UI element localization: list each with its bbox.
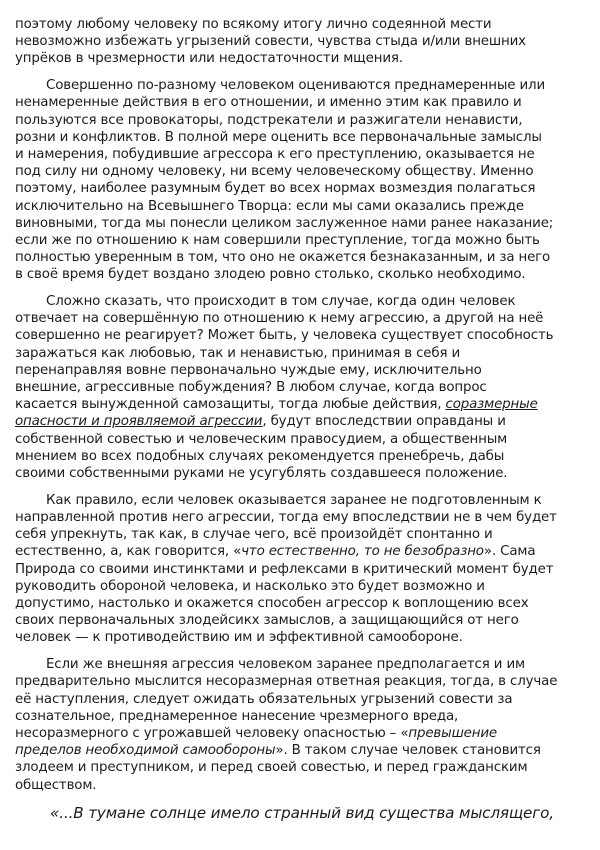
emphasized-link-text: опасности и проявляемой агрессии [15,414,263,430]
text-segment: поэтому любому человеку по всякому итогу лично содеянной мести [15,17,492,32]
italic-quote-text: пределов необходимой самообороны [15,743,276,759]
epigraph-open-quote: «... [50,804,74,823]
text-line [15,578,600,595]
text-segment: невозможно избежать угрызений совести, чувства стыда и/или внешних [15,34,526,50]
text-line [15,112,600,129]
text-segment: розни и конфликтов. В полной мере оценить все первоначальные замыслы [15,129,542,145]
paragraph [15,16,600,68]
text-segment: Сложно сказать, что происходит в том случае, когда один человек [46,294,516,310]
text-line [15,509,600,526]
text-segment: сознательное, преднамеренное нанесение чрезмерного вреда, [15,708,459,724]
text-line [15,310,600,327]
text-line [15,94,600,111]
text-segment: исключительно на Всевышнего Творца: если мы сами оказались прежде [15,198,524,214]
text-line [15,129,600,146]
paragraph [15,77,600,283]
text-segment: поэтому, наиболее разумным будет во всех нормах возмездия полагаться [15,181,536,197]
italic-quote-text: что естественно, то не безобразно [241,544,484,560]
text-line [15,543,600,560]
text-line [15,561,600,578]
text-segment: Как правило, если человек оказывается заранее не подготовленным к [46,492,542,508]
text-line [15,448,600,465]
text-segment: ». Сама [483,544,536,560]
text-line [15,77,600,94]
text-line [15,595,600,612]
text-line [15,708,600,725]
text-line [15,33,600,50]
text-line [15,396,600,413]
text-segment: под силу ни одному человеку, ни всему человеческому обществу. Именно [15,164,534,180]
text-line [15,777,600,794]
text-line [15,146,600,163]
text-line [15,413,600,430]
text-segment: , будут впоследствии оправданы и [262,414,506,430]
text-line [15,180,600,197]
text-segment: мнением во всех подобных случаях рекомендуется пренебречь, дабы [15,448,505,464]
paragraph [15,492,600,647]
paragraph [15,656,600,794]
text-segment: внешние, агрессивные побуждения? В любом случае, когда вопрос [15,380,487,396]
text-segment: заражаться как любовью, так и ненавистью, принимая в себя и [15,345,461,361]
text-line [15,526,600,543]
text-line [15,362,600,379]
text-line [15,293,600,310]
text-line [15,759,600,776]
text-segment: и намерения, побудившие агрессора к его преступлению, оказывается не [15,146,535,162]
text-line [15,431,600,448]
paragraph [15,293,600,482]
text-line [15,16,600,33]
text-segment: в своё время будет воздано злодею ровно столько, сколько необходимо. [15,267,526,283]
text-segment: если же по отношению к нам совершили преступление, тогда можно быть [15,232,540,248]
text-segment: Если же внешняя агрессия человеком заранее предполагается и им [46,657,525,673]
text-segment: несоразмерного с угрожавшей человеку опасностью – « [15,725,409,741]
text-segment: Совершенно по-разному человеком оцениваются преднамеренные или [46,78,546,94]
text-line [15,249,600,266]
text-line [15,345,600,362]
text-segment: виновными, тогда мы понесли целиком заслуженное нами ранее наказание; [15,215,554,231]
epigraph-quote [15,803,600,823]
text-line [15,327,600,344]
text-segment: полностью уверенным в том, что оно не окажется безнаказанным, и за него [15,250,551,266]
text-line [15,673,600,690]
epigraph-text: В тумане солнце имело странный вид существа мыслящего, [73,804,554,823]
text-line [15,215,600,232]
text-line [15,266,600,283]
text-segment: отвечает на совершённую по отношению к нему агрессию, а другой на неё [15,311,544,327]
text-line [15,725,600,742]
text-line [15,232,600,249]
text-segment: упрёков в чрезмерности или недостаточности мщения. [15,51,403,67]
text-segment: ненамеренные действия в его отношении, и именно этим как правило и [15,95,522,111]
text-segment: направленной против него агрессии, тогда ему впоследствии не в чем будет [15,509,557,525]
text-segment: Природа со своими инстинктами и рефлексами в критический момент будет [15,561,554,577]
text-line [15,50,600,67]
text-line [15,379,600,396]
document-page [15,16,600,823]
text-segment: касается вынужденной самозащиты, тогда любые действия, [15,397,446,413]
emphasized-link-text: соразмерные [445,397,538,413]
text-segment: руководить обороной человека, и насколько это будет возможно и [15,578,485,594]
text-segment: обществом. [15,777,97,793]
text-line [15,492,600,509]
text-segment: естественно, а, как говорится, « [15,544,242,560]
text-segment: своих первоначальных злодейсикх замыслов, а защищающийся от него [15,613,519,629]
text-line [15,163,600,180]
text-segment: её наступления, следует ожидать обязательных угрызений совести за [15,691,513,707]
text-segment: человек — к противодействию им и эффективной самообороне. [15,630,463,646]
text-segment: себя упрекнуть, так как, в случае чего, всё произойдёт спонтанно и [15,527,493,543]
document-body [15,16,600,794]
text-line [15,465,600,482]
text-segment: злодеем и преступником, и перед своей совестью, и перед гражданским [15,760,528,776]
text-segment: допустимо, настолько и окажется способен агрессор к воплощению всех [15,596,529,611]
text-line [15,629,600,646]
text-segment: ». В таком случае человек становится [275,743,541,759]
text-line [15,656,600,673]
text-line [15,198,600,215]
text-segment: собственной совестью и человеческим правосудием, а общественным [15,431,508,447]
text-segment: пользуются все провокаторы, подстрекатели и разжигатели ненависти, [15,112,523,128]
text-line [15,742,600,759]
text-line [15,691,600,708]
text-segment: перенаправляя вовне первоначально чуждые ему, исключительно [15,362,482,378]
text-line [15,612,600,629]
text-segment: предварительно мыслится несоразмерная ответная реакция, тогда, в случае [15,674,558,690]
italic-quote-text: превышение [408,725,498,741]
text-segment: совершенно не реагирует? Может быть, у человека существует способность [15,328,554,344]
text-segment: своими собственными руками не усугублять создавшееся положение. [15,466,508,482]
